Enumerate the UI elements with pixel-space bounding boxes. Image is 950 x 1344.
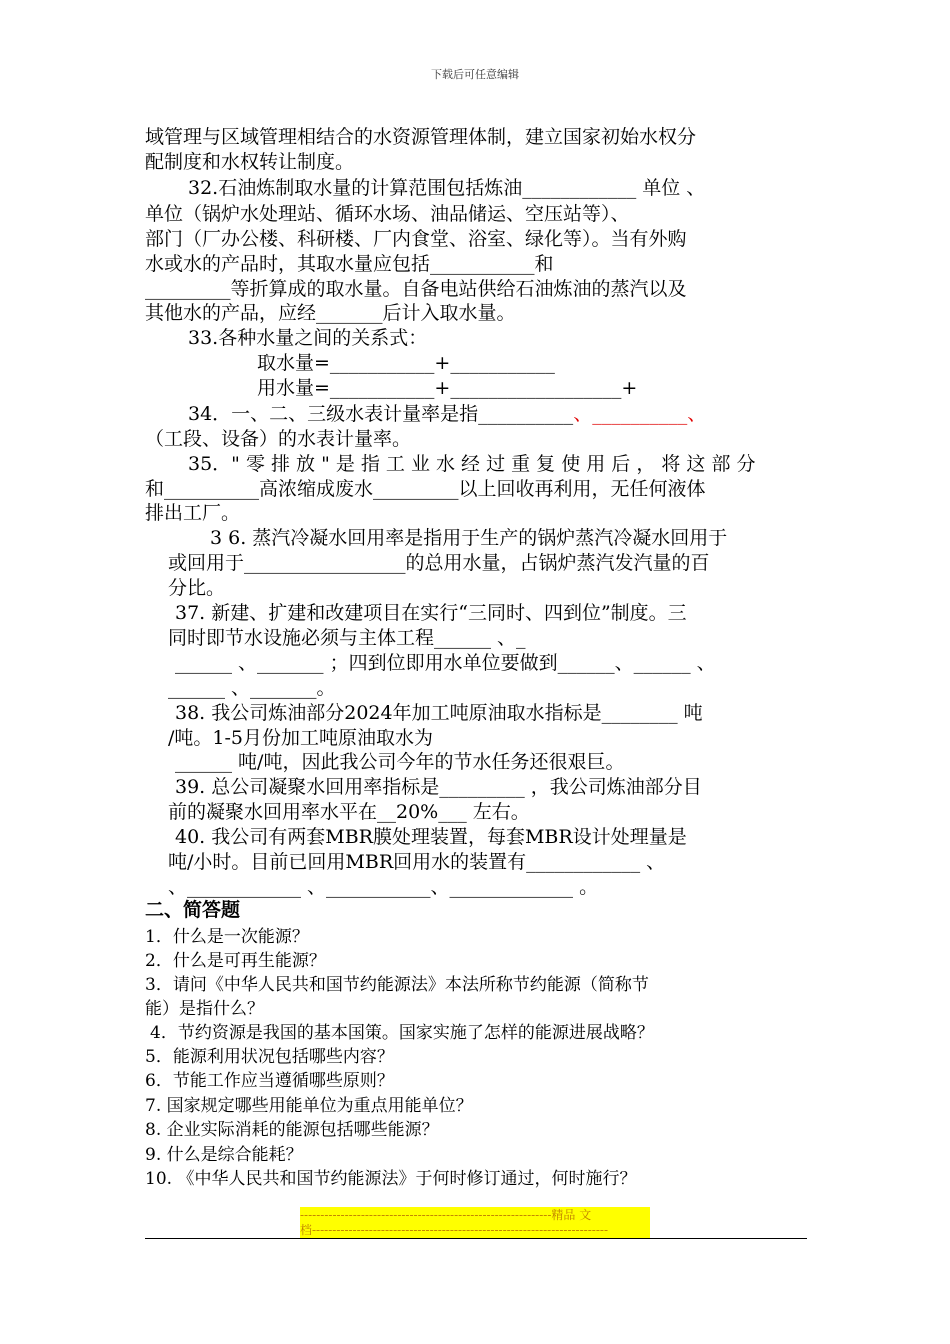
text-line-content: 40. 我公司有两套MBR膜处理装置，每套MBR设计处理量是	[175, 826, 687, 848]
text-line-content: （工段、设备）的水表计量率。	[145, 428, 412, 450]
text-line	[175, 701, 703, 726]
text-line-content: 同时即节水设施必须与主体工程______ 、_	[168, 627, 526, 649]
footer-line-2: 档-------------------------------------------------------------------------	[300, 1222, 650, 1238]
question-item: 5．能源利用状况包括哪些内容？	[145, 1047, 394, 1067]
text-line-content: 水或水的产品时，其取水量应包括___________和	[145, 253, 554, 275]
question-item: 10. 《中华人民共和国节约能源法》于何时修订通过，何时施行？	[145, 1169, 637, 1189]
page-header: 下载后可任意编辑	[431, 68, 519, 81]
text-line-content: 3 6. 蒸汽冷凝水回用率是指用于生产的锅炉蒸汽冷凝水回用于	[210, 527, 728, 549]
text-line-content: 用水量=___________+__________________+	[257, 377, 638, 399]
text-line	[145, 501, 240, 526]
question-item: 8. 企业实际消耗的能源包括哪些能源？	[145, 1120, 439, 1140]
text-line-content: 39. 总公司凝聚水回用率指标是_________ ，我公司炼油部分目	[175, 776, 702, 798]
text-line	[168, 800, 530, 825]
text-line	[145, 227, 687, 252]
text-line	[188, 452, 756, 477]
text-line-content: ______ 吨/吨，因此我公司今年的节水任务还很艰巨。	[175, 751, 625, 773]
question-item: 3．请问《中华人民共和国节约能源法》本法所称节约能源（简称节	[145, 975, 649, 995]
text-line	[168, 626, 526, 651]
text-line-content: 、____________ 、___________、_____________ 。	[168, 876, 599, 898]
text-line	[145, 252, 554, 277]
text-line	[145, 150, 354, 175]
text-line	[145, 427, 411, 452]
text-line-content: 部门（厂办公楼、科研楼、厂内食堂、浴室、绿化等）。当有外购	[145, 228, 687, 250]
text-line	[175, 651, 716, 676]
text-line-content: 取水量=___________+___________	[257, 352, 555, 374]
footer-line-1: --------------------------------------------------------------精品 文	[300, 1207, 650, 1223]
question-item: 4．节约资源是我国的基本国策。国家实施了怎样的能源进展战略？	[150, 1023, 654, 1043]
text-line-content: 配制度和水权转让制度。	[145, 151, 355, 173]
text-line	[168, 875, 598, 900]
text-line	[175, 601, 687, 626]
question-item: 1．什么是一次能源？	[145, 927, 309, 947]
text-line-content: 32.石油炼制取水量的计算范围包括炼油____________ 单位 、	[188, 177, 706, 199]
text-line	[210, 526, 727, 551]
red-blank-segment: 、__________、	[573, 403, 707, 425]
text-line-content: 和__________高浓缩成废水_________以上回收再利用，无任何液体	[145, 478, 706, 500]
text-line-content: 33.各种水量之间的关系式：	[188, 327, 428, 349]
text-line	[175, 825, 687, 850]
footer-rule	[145, 1238, 807, 1239]
text-line	[175, 775, 702, 800]
text-line-content: 其他水的产品，应经_______后计入取水量。	[145, 302, 516, 324]
text-line-content: /吨。1-5月份加工吨原油取水为	[168, 727, 433, 749]
text-line	[168, 726, 433, 751]
text-line	[188, 326, 427, 351]
text-line-content: 35．" 零 排 放 " 是 指 工 业 水 经 过 重 复 使 用 后 ， 将 这 部 分	[188, 453, 756, 475]
text-line	[257, 376, 637, 401]
question-item: 9. 什么是综合能耗？	[145, 1145, 303, 1165]
question-item: 6．节能工作应当遵循哪些原则？	[145, 1071, 394, 1091]
text-line-content: _________等折算成的取水量。自备电站供给石油炼油的蒸汽以及	[145, 278, 687, 300]
question-item: 能）是指什么？	[145, 999, 264, 1019]
text-line	[145, 277, 687, 302]
text-line-content: 域管理与区域管理相结合的水资源管理体制，建立国家初始水权分	[145, 126, 697, 148]
text-line	[188, 402, 706, 427]
text-line-content: ______ 、_______ ；四到位即用水单位要做到______、______ 、	[175, 652, 716, 674]
text-line	[188, 176, 705, 201]
text-line-content: ______ 、_______。	[168, 677, 336, 699]
text-line	[175, 750, 624, 775]
text-line-content: 38. 我公司炼油部分2024年加工吨原油取水指标是________ 吨	[175, 702, 703, 724]
text-line-content: 前的凝聚水回用率水平在__20%___ 左右。	[168, 801, 530, 823]
text-line	[168, 576, 225, 601]
text-line-content: 34．一、二、三级水表计量率是指__________	[188, 403, 574, 425]
section-title: 二、简答题	[145, 899, 241, 921]
text-line-content: 排出工厂。	[145, 502, 241, 524]
text-line	[145, 301, 516, 326]
question-item: 2．什么是可再生能源？	[145, 951, 326, 971]
text-line	[168, 676, 336, 701]
text-line-content: 分比。	[168, 577, 226, 599]
text-line-content: 37. 新建、扩建和改建项目在实行“三同时、四到位”制度。三	[175, 602, 687, 624]
text-line	[145, 477, 706, 502]
text-line	[168, 850, 665, 875]
text-line-content: 单位（锅炉水处理站、循环水场、油品储运、空压站等）、	[145, 203, 630, 225]
text-line	[145, 125, 696, 150]
text-line	[257, 351, 555, 376]
text-line	[145, 202, 630, 227]
text-line	[168, 551, 710, 576]
text-line-content: 吨/小时。目前已回用MBR回用水的装置有____________ 、	[168, 851, 666, 873]
question-item: 7. 国家规定哪些用能单位为重点用能单位？	[145, 1096, 473, 1116]
text-line-content: 或回用于_________________的总用水量，占锅炉蒸汽发汽量的百	[168, 552, 710, 574]
